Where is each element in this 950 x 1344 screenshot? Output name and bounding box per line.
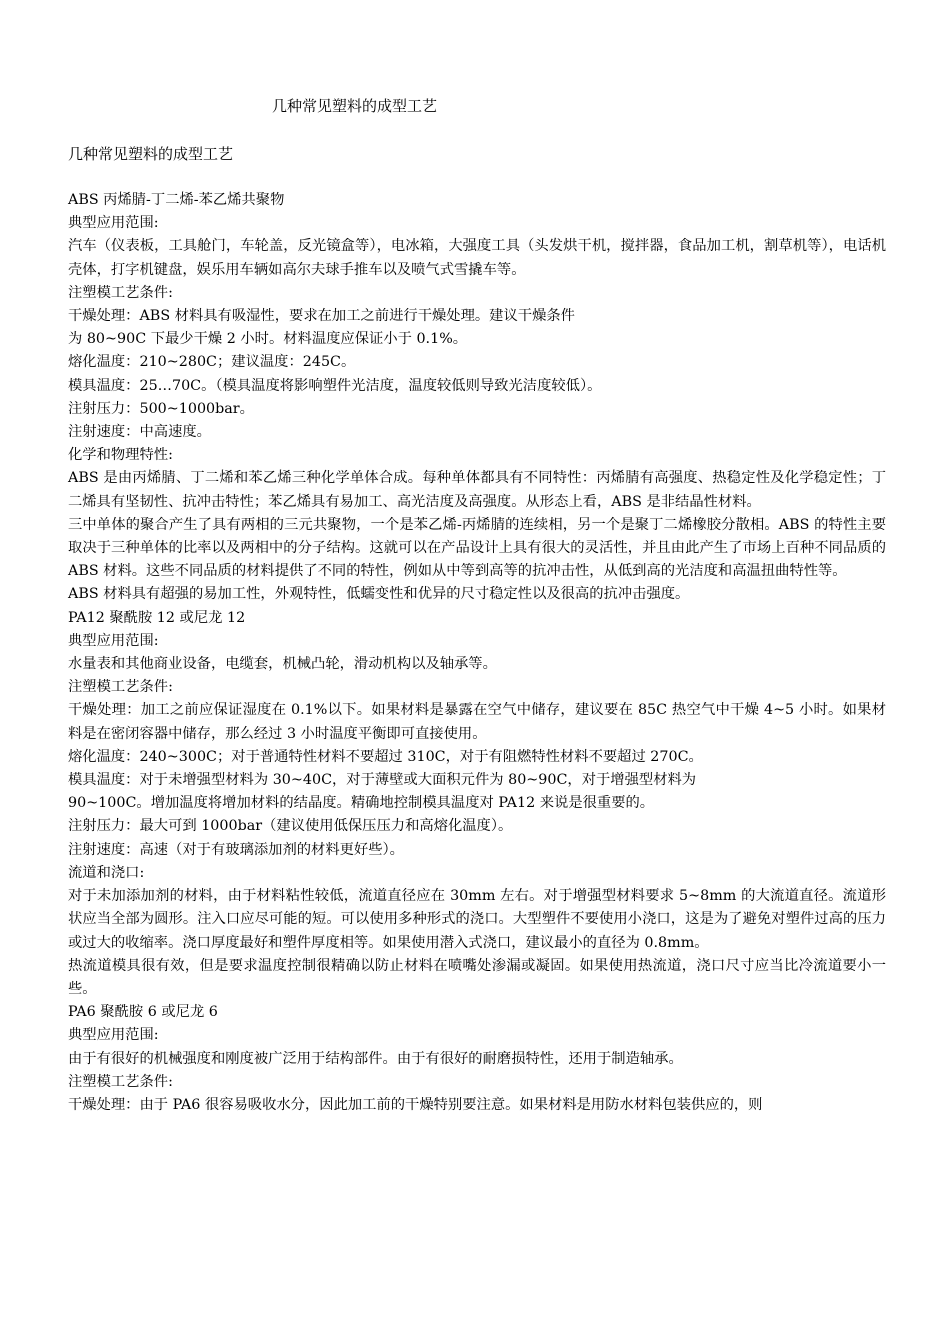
paragraph: 化学和物理特性: [68,447,173,464]
paragraph: 热流道模具很有效，但是要求温度控制很精确以防止材料在喷嘴处渗漏或凝固。如果使用热流道，浇口尺寸应当比冷流道要小一些。 [68,957,886,997]
paragraph: 注塑模工艺条件: [68,679,173,696]
paragraph: ABS 材料具有超强的易加工性，外观特性，低蠕变性和优异的尺寸稳定性以及很高的抗冲击强度。 [68,586,690,603]
paragraph: 注射压力：500~1000bar。 [68,400,254,417]
paragraph: 90~100C。增加温度将增加材料的结晶度。精确地控制模具温度对 PA12 来说是很重要的。 [68,795,655,812]
document-body [68,189,886,1117]
paragraph: 干燥处理：由于 PA6 很容易吸收水分，因此加工前的干燥特别要注意。如果材料是用防水材料包装供应的，则 [68,1096,763,1113]
paragraph: 干燥处理：ABS 材料具有吸湿性，要求在加工之前进行干燥处理。建议干燥条件 [68,308,575,325]
paragraph: 流道和浇口: [68,864,145,881]
paragraph: 注射速度：高速（对于有玻璃添加剂的材料更好些）。 [68,841,404,858]
paragraph: ABS 是由丙烯腈、丁二烯和苯乙烯三种化学单体合成。每种单体都具有不同特性：丙烯腈有高强度、热稳定性及化学稳定性；丁二烯具有坚韧性、抗冲击特性；苯乙烯具有易加工、高光洁度及高强度。从形态上看，ABS 是非结晶性材料。 [68,470,886,510]
paragraph: 水量表和其他商业设备，电缆套，机械凸轮，滑动机构以及轴承等。 [68,656,497,673]
paragraph: 注塑模工艺条件: [68,284,173,301]
section-heading-pa6: PA6 聚酰胺 6 或尼龙 6 [68,1004,218,1021]
paragraph: 模具温度：对于未增强型材料为 30~40C，对于薄壁或大面积元件为 80~90C，对于增强型材料为 [68,772,697,789]
section-heading-abs: ABS 丙烯腈-丁二烯-苯乙烯共聚物 [68,192,285,208]
paragraph: 典型应用范围: [68,215,159,232]
document-subtitle: 几种常见塑料的成型工艺 [68,145,234,163]
paragraph: 三中单体的聚合产生了具有两相的三元共聚物，一个是苯乙烯-丙烯腈的连续相，另一个是聚丁二烯橡胶分散相。ABS 的特性主要取决于三种单体的比率以及两相中的分子结构。这就可以在产品设计上具有很大的灵活性，并且由此产生了市场上百种不同品质的 ABS 材料。这些不同品质的材料提供了不同的特性，例如从中等到高等的抗冲击性，从低到高的光洁度和高温扭曲特性等。 [68,516,886,580]
paragraph: 注射压力：最大可到 1000bar（建议使用低保压压力和高熔化温度）。 [68,818,513,835]
section-heading-pa12: PA12 聚酰胺 12 或尼龙 12 [68,609,246,626]
paragraph: 干燥处理：加工之前应保证湿度在 0.1%以下。如果材料是暴露在空气中储存，建议要在 85C 热空气中干燥 4~5 小时。如果材料是在密闭容器中储存，那么经过 3 小时温度平衡即可直接使用。 [68,702,886,742]
paragraph: 注射速度：中高速度。 [68,424,211,441]
paragraph: 典型应用范围: [68,632,159,649]
paragraph: 对于未加添加剂的材料，由于材料粘性较低，流道直径应在 30mm 左右。对于增强型材料要求 5~8mm 的大流道直径。流道形状应当全部为圆形。注入口应尽可能的短。可以使用多种形式的浇口。大型塑件不要使用小浇口，这是为了避免对塑件过高的压力或过大的收缩率。浇口厚度最好和塑件厚度相等。如果使用潜入式浇口，建议最小的直径为 0.8mm。 [68,888,886,951]
document-title: 几种常见塑料的成型工艺 [272,97,438,115]
paragraph: 典型应用范围: [68,1027,159,1044]
paragraph: 模具温度：25…70C。（模具温度将影响塑件光洁度，温度较低则导致光洁度较低）。 [68,377,602,394]
paragraph: 熔化温度：240~300C；对于普通特性材料不要超过 310C，对于有阻燃特性材料不要超过 270C。 [68,748,703,765]
paragraph: 熔化温度：210~280C；建议温度：245C。 [68,354,356,371]
paragraph: 由于有很好的机械强度和刚度被广泛用于结构部件。由于有很好的耐磨损特性，还用于制造轴承。 [68,1050,683,1067]
paragraph: 注塑模工艺条件: [68,1073,173,1090]
paragraph: 为 80~90C 下最少干燥 2 小时。材料温度应保证小于 0.1%。 [68,331,468,348]
paragraph: 汽车（仪表板，工具舱门，车轮盖，反光镜盒等），电冰箱，大强度工具（头发烘干机，搅拌器，食品加工机，割草机等），电话机壳体，打字机键盘，娱乐用车辆如高尔夫球手推车以及喷气式雪撬车等。 [68,238,886,278]
